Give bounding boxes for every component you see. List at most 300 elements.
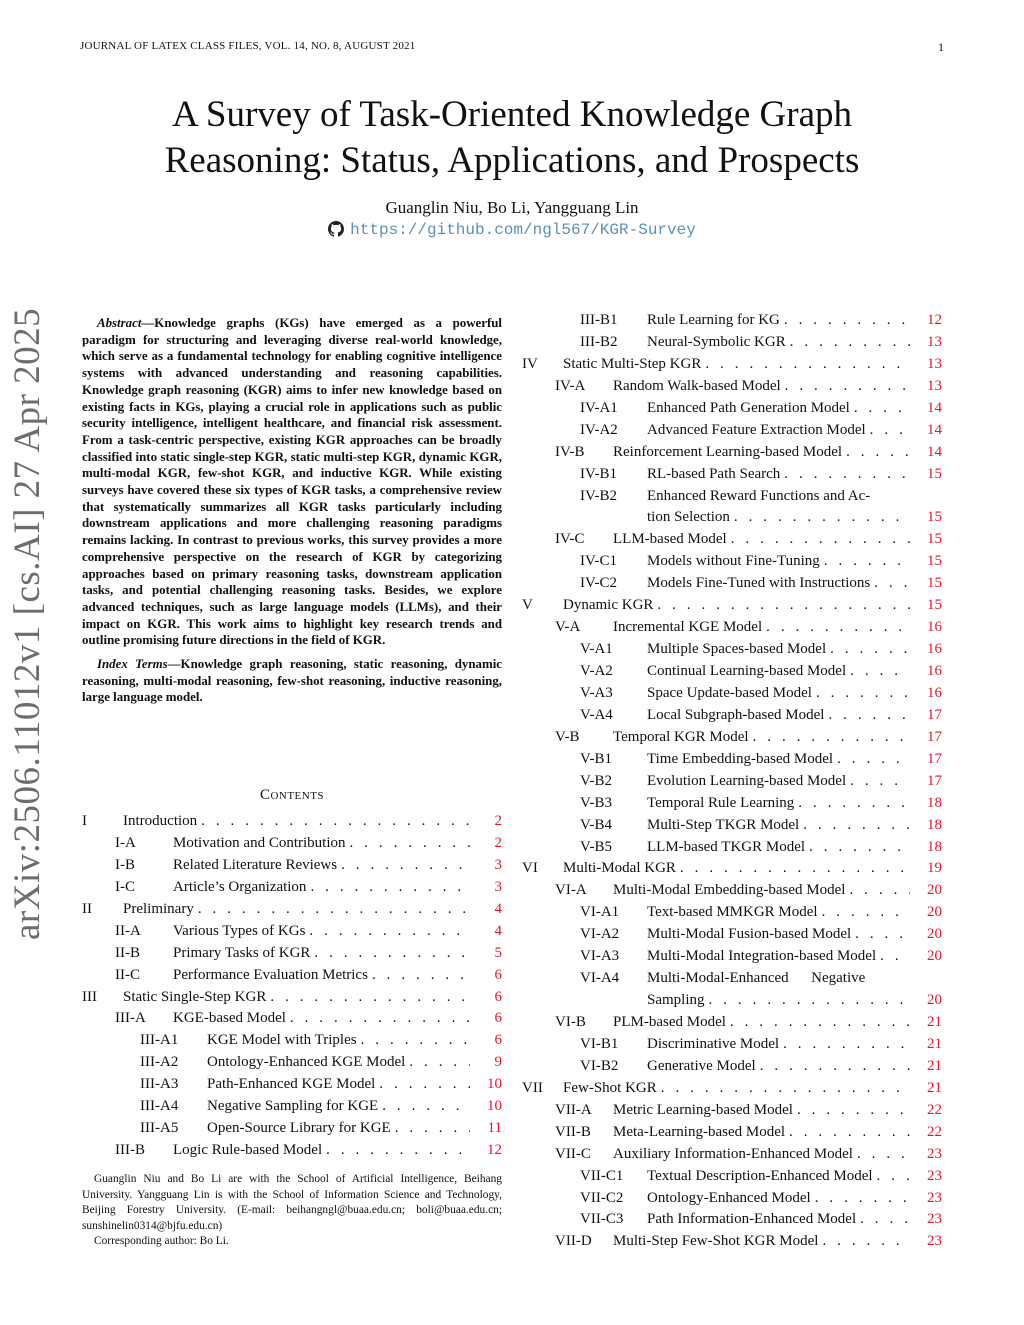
toc-entry[interactable] [82,1098,502,1120]
toc-leader-dots [818,904,910,921]
toc-page-link[interactable]: 16 [927,684,942,701]
toc-entry[interactable] [82,945,502,967]
toc-entry[interactable] [522,1058,942,1080]
toc-leader-dots [357,1032,470,1049]
toc-entry-title[interactable]: Models Fine-Tuned with Instructions [647,575,871,592]
toc-entry-number: II-B [115,944,140,961]
toc-entry-number: VI [522,860,538,877]
toc-page-link[interactable]: 6 [494,966,502,983]
toc-entry-number: III-A4 [140,1098,179,1115]
index-terms-text: —Knowledge graph reasoning, static reasoning, dynamic reasoning, multi-modal reasoning, few-shot reasoning, inductive reasoning, large language model. [82,657,502,705]
toc-page-link[interactable]: 15 [927,553,942,570]
toc-entry[interactable] [522,553,942,575]
toc-entry[interactable] [522,1146,942,1168]
toc-entry-title[interactable]: Article’s Organization [173,878,307,895]
toc-page-link[interactable]: 17 [927,706,942,723]
toc-entry-number: VII-D [555,1233,592,1250]
toc-leader-dots [286,1010,470,1027]
toc-entry-title[interactable]: KGE-based Model [173,1010,286,1027]
toc-entry[interactable] [82,1032,502,1054]
toc-entry-number: VI-B1 [580,1035,619,1052]
toc-page-link[interactable]: 5 [494,944,502,961]
toc-entry-number: IV-C2 [580,575,617,592]
toc-entry-number: V-A [555,619,581,636]
toc-entry-title[interactable]: Meta-Learning-based Model [613,1123,786,1140]
toc-page-link[interactable]: 2 [494,834,502,851]
toc-entry-title[interactable]: Multi-Step TKGR Model [647,816,800,833]
toc-page-link[interactable]: 16 [927,663,942,679]
toc-entry[interactable] [522,795,942,817]
toc-leader-dots [842,444,910,461]
toc-entry-number: III-B [115,1142,145,1159]
toc-leader-dots [266,989,470,1006]
toc-page-link[interactable]: 22 [927,1101,942,1118]
toc-entry-title[interactable]: Multi-Modal Fusion-based Model [647,926,852,943]
toc-entry[interactable] [82,901,502,923]
toc-entry-title[interactable]: Multi-Step Few-Shot KGR Model [613,1233,819,1250]
toc-entry-number: VI-A3 [580,948,620,965]
toc-entry-number: IV-A [555,377,586,394]
toc-entry-title[interactable]: Multi-Modal KGR [563,860,676,877]
toc-entry-title[interactable]: Preliminary [123,900,194,917]
toc-entry[interactable] [82,1010,502,1032]
toc-page-link[interactable]: 20 [927,882,942,899]
toc-leader-dots [865,970,910,987]
toc-entry-title[interactable]: Random Walk-based Model [613,377,781,394]
toc-entry[interactable] [522,356,942,378]
toc-entry-title[interactable]: Enhanced Path Generation Model [647,399,850,416]
toc-leader-dots [812,685,910,702]
toc-entry-title[interactable]: Introduction [123,813,198,829]
toc-entry-title[interactable]: Ontology-Enhanced Model [647,1189,811,1206]
toc-entry[interactable] [522,1168,942,1190]
toc-entry[interactable] [522,444,942,466]
toc-entry-number: V-A2 [580,663,613,679]
toc-page-link[interactable]: 2 [494,813,502,829]
toc-entry[interactable] [82,879,502,901]
toc-entry[interactable] [522,685,942,707]
toc-entry-number: II-C [115,966,140,983]
toc-leader-dots [756,1058,910,1075]
toc-entry-number: III [82,988,97,1005]
toc-entry[interactable] [522,882,942,904]
toc-entry-number: VII-A [555,1101,592,1118]
toc-entry-number: III-A3 [140,1076,179,1093]
toc-entry-number: IV-A1 [580,399,618,416]
toc-entry-title[interactable]: Rule Learning for KG [647,312,780,328]
footnote-corresponding: Corresponding author: Bo Li. [94,1235,229,1248]
footnote-affiliation: Guanglin Niu and Bo Li are with the School of Artificial Intelligence, Beihang University. Yangguang Lin is with the School of Information Science and Technology, Beijing Forestry University. (E-mail: beihangngl@buaa.edu.cn; boli@buaa.edu.cn; sunshinelin0314@bjfu.edu.cn) [82,1173,502,1232]
toc-entry[interactable] [522,422,942,444]
toc-entry-title[interactable]: Time Embedding-based Model [647,750,834,767]
toc-entry-number: IV-B [555,443,585,460]
toc-entry-number: V-B3 [580,794,612,811]
toc-entry-title[interactable]: Evolution Learning-based Model [647,772,847,789]
toc-left-column [82,813,502,1164]
toc-entry-number: IV-A2 [580,421,618,438]
toc-leader-dots [346,835,471,852]
toc-entry[interactable] [522,663,942,685]
toc-entry-title[interactable]: Static Single-Step KGR [123,988,267,1005]
title-line-2: Reasoning: Status, Applications, and Prospects [164,140,860,181]
toc-entry-number: VII [522,1079,543,1096]
toc-entry-title[interactable]: Metric Learning-based Model [613,1101,793,1118]
toc-entry[interactable] [522,1036,942,1058]
toc-page-link[interactable]: 21 [927,1035,942,1052]
toc-leader-dots [799,817,910,834]
toc-entry[interactable] [522,400,942,422]
running-header: JOURNAL OF LATEX CLASS FILES, VOL. 14, NO. 8, AUGUST 2021 [80,40,416,52]
toc-entry-number: V-A4 [580,706,613,723]
toc-page-link[interactable]: 20 [927,904,942,921]
toc-entry[interactable] [522,1211,942,1233]
toc-entry-title[interactable]: Space Update-based Model [647,684,812,701]
toc-entry[interactable] [522,378,942,400]
toc-leader-dots [833,751,910,768]
toc-entry-title[interactable]: Related Literature Reviews [173,856,338,873]
toc-leader-dots [845,882,910,899]
toc-entry-title[interactable]: Incremental KGE Model [613,619,763,636]
toc-page-link[interactable]: 20 [927,926,942,943]
toc-entry-title[interactable]: Dynamic KGR [563,597,654,614]
toc-leader-dots [194,901,470,918]
toc-entry[interactable] [82,813,502,835]
footnote [82,1172,502,1250]
toc-entry-title[interactable]: Enhanced Reward Functions and Ac- [647,487,871,504]
toc-entry-number: IV [522,355,538,372]
paper-title [0,92,1024,184]
toc-entry-title[interactable]: Path Information-Enhanced Model [647,1211,857,1228]
toc-entry-number: V-B4 [580,816,612,833]
toc-leader-dots [846,663,910,680]
toc-entry-title[interactable]: Auxiliary Information-Enhanced Model [613,1145,853,1162]
toc-page-link[interactable]: 23 [927,1167,942,1184]
toc-leader-dots [785,1124,910,1141]
toc-entry[interactable] [82,967,502,989]
toc-page-link[interactable]: 23 [927,1233,942,1250]
toc-entry-title[interactable]: KGE Model with Triples [207,1032,357,1049]
toc-page-link[interactable]: 18 [927,838,942,855]
toc-entry-number: V-B1 [580,750,612,767]
toc-entry-number: II [82,900,92,917]
toc-entry-number: VII-C [555,1145,591,1162]
toc-leader-dots [793,1102,910,1119]
toc-entry-number: V-B [555,728,580,745]
toc-leader-dots [866,422,910,439]
toc-leader-dots [780,312,910,329]
toc-entry-title[interactable]: Generative Model [647,1057,756,1074]
toc-page-link[interactable]: 15 [927,575,942,592]
toc-page-link[interactable]: 14 [927,443,942,460]
toc-entry-number: VII-C3 [580,1211,624,1228]
toc-entry-title[interactable]: PLM-based Model [613,1014,726,1030]
toc-entry[interactable] [522,1190,942,1212]
toc-page-link[interactable]: 15 [927,509,942,526]
toc-leader-dots [811,1190,910,1207]
toc-entry[interactable] [522,904,942,926]
page-number: 1 [938,40,944,54]
toc-entry[interactable] [522,619,942,641]
toc-entry-title[interactable]: Few-Shot KGR [563,1079,657,1096]
toc-entry-title[interactable]: Continual Learning-based Model [647,663,847,679]
toc-page-link[interactable]: 13 [927,355,942,372]
toc-entry-title[interactable]: Open-Source Library for KGE [207,1120,391,1137]
toc-entry-title[interactable]: RL-based Path Search [647,465,781,482]
toc-entry[interactable] [82,989,502,1011]
toc-entry-title[interactable]: Models without Fine-Tuning [647,553,820,570]
toc-entry[interactable] [522,1102,942,1124]
toc-entry[interactable] [522,751,942,773]
toc-entry-number: III-A2 [140,1054,179,1071]
toc-page-link[interactable]: 4 [494,900,502,917]
toc-leader-dots [846,773,910,790]
toc-page-link[interactable]: 9 [494,1054,502,1071]
toc-entry[interactable] [82,857,502,879]
toc-entry-number: V-A3 [580,684,613,701]
toc-entry-number: VI-B [555,1014,586,1030]
toc-page-link[interactable]: 18 [927,816,942,833]
toc-entry-number: II-A [115,922,141,939]
toc-page-link[interactable]: 17 [927,772,942,789]
toc-page-link[interactable]: 21 [927,1079,942,1096]
toc-entry-title[interactable]: Temporal KGR Model [613,728,749,745]
toc-entry-title[interactable]: Reinforcement Learning-based Model [613,443,843,460]
toc-entry-title[interactable]: Neural-Symbolic KGR [647,333,786,350]
toc-entry-title[interactable]: LLM-based TKGR Model [647,838,806,855]
toc-leader-dots [368,967,470,984]
repo-url[interactable]: https://github.com/ngl567/KGR-Survey [350,221,696,239]
toc-entry-number: I-B [115,856,135,873]
toc-page-link[interactable]: 21 [927,1057,942,1074]
toc-page-link[interactable]: 4 [494,922,502,939]
toc-entry-title[interactable]: Temporal Rule Learning [647,794,795,811]
toc-entry-number: I-A [115,834,136,851]
toc-entry-title[interactable]: Advanced Feature Extraction Model [647,421,866,438]
toc-entry-title[interactable]: Ontology-Enhanced KGE Model [207,1054,406,1071]
toc-entry[interactable] [522,926,942,948]
toc-entry-title[interactable]: Logic Rule-based Model [173,1142,323,1159]
toc-entry[interactable] [82,923,502,945]
toc-entry[interactable] [522,641,942,663]
toc-page-link[interactable]: 16 [927,619,942,636]
toc-leader-dots [305,923,470,940]
toc-entry-number: VII-B [555,1123,591,1140]
toc-entry-title[interactable]: Multiple Spaces-based Model [647,641,827,658]
toc-entry[interactable] [522,948,942,970]
abstract [82,315,502,706]
toc-entry[interactable] [522,531,942,553]
toc-leader-dots [780,466,910,483]
toc-entry-number: VI-B2 [580,1057,619,1074]
toc-page-link[interactable]: 6 [494,1010,502,1027]
toc-entry[interactable] [522,466,942,488]
toc-entry-title[interactable]: Negative Sampling for KGE [207,1098,379,1115]
toc-entry-number: V-A1 [580,641,613,658]
toc-entry[interactable] [522,860,942,882]
toc-entry-number: I-C [115,878,135,895]
toc-leader-dots [405,1054,470,1071]
title-line-1: A Survey of Task-Oriented Knowledge Graph [171,94,853,135]
toc-entry[interactable] [522,509,942,531]
toc-page-link[interactable]: 23 [927,1145,942,1162]
toc-leader-dots [197,813,470,830]
toc-leader-dots [727,531,910,548]
toc-entry-number: I [82,813,87,829]
contents-heading: Contents [259,787,325,803]
toc-leader-dots [730,509,910,526]
toc-entry-title[interactable]: Static Multi-Step KGR [563,355,702,372]
toc-page-link[interactable]: 18 [927,794,942,811]
toc-leader-dots [853,1146,910,1163]
toc-entry[interactable] [522,992,942,1014]
abstract-text: —Knowledge graphs (KGs) have emerged as a powerful paradigm for structuring and leveraging diverse real-world knowledge, which serve as a fundamental technology for enabling cognitive intelligence systems with advanced understanding and reasoning capabilities. Knowledge graph reasoning (KGR) aims to infer new knowledge based on existing facts in KGs, playing a crucial role in applications such as public security intelligence, intelligent healthcare, and financial risk assessment. From a task-centric perspective, existing KGR approaches can be broadly classified into static single-step KGR, static multi-step KGR, dynamic KGR, multi-modal KGR, few-shot KGR, and inductive KGR. While existing surveys have covered these six types of KGR tasks, a comprehensive review that systematically summarizes all KGR tasks particularly including downstream applications and more challenging reasoning paradigms remains lacking. In contrast to previous works, this survey provides a more comprehensive perspective on the research of KGR by categorizing approaches based on primary reasoning tasks, downstream application tasks, and potential challenging reasoning tasks. Besides, we explore advanced techniques, such as large language models (LLMs), and their impact on KGR. This work aims to highlight key research trends and outline promising future directions in the field of KGR. [82,316,502,648]
toc-page-link[interactable]: 6 [494,1032,502,1049]
toc-leader-dots [322,1142,470,1159]
toc-page-link[interactable]: 14 [927,399,942,416]
arxiv-stamp: arXiv:2506.11012v1 [cs.AI] 27 Apr 2025 [7,307,48,940]
toc-entry[interactable] [82,1120,502,1142]
toc-leader-dots [726,1014,910,1031]
repo-link[interactable] [0,221,1024,242]
toc-entry[interactable] [522,1124,942,1146]
toc-leader-dots [705,992,910,1009]
toc-entry-title[interactable]: Various Types of KGs [173,922,306,939]
toc-entry-number: VI-A1 [580,904,620,921]
toc-leader-dots [870,488,910,505]
toc-entry-title[interactable]: Multi-Modal-Enhanced Negative [647,970,866,987]
toc-leader-dots [779,1036,910,1053]
toc-entry-title[interactable]: Primary Tasks of KGR [173,944,311,961]
toc-page-link[interactable]: 23 [927,1211,942,1228]
toc-page-link[interactable]: 12 [927,312,942,328]
toc-page-link[interactable]: 3 [494,856,502,873]
github-icon [328,221,344,242]
toc-leader-dots [378,1098,470,1115]
toc-entry[interactable] [522,773,942,795]
toc-entry[interactable] [82,1076,502,1098]
toc-leader-dots [870,575,910,592]
toc-page-link[interactable]: 15 [927,531,942,548]
toc-leader-dots [794,795,910,812]
author-list: Guanglin Niu, Bo Li, Yangguang Lin [385,198,639,217]
toc-entry[interactable] [82,1054,502,1076]
toc-entry[interactable] [522,839,942,861]
toc-leader-dots [762,619,910,636]
toc-entry-number: V-B5 [580,838,612,855]
toc-leader-dots [826,641,910,658]
toc-entry-title[interactable]: Multi-Modal Embedding-based Model [613,882,846,899]
toc-entry-number: VII-C2 [580,1189,624,1206]
toc-entry-title[interactable]: Path-Enhanced KGE Model [207,1076,376,1093]
toc-leader-dots [876,948,910,965]
abstract-label: Abstract [97,316,142,330]
toc-page-link[interactable]: 14 [927,421,942,438]
toc-entry[interactable] [522,1014,942,1036]
toc-entry-title[interactable]: Sampling [647,992,705,1009]
toc-page-link[interactable]: 11 [487,1120,502,1137]
toc-page-link[interactable]: 17 [927,750,942,767]
index-terms-label: Index Terms [97,657,168,672]
toc-entry-title[interactable]: Motivation and Contribution [173,834,346,851]
toc-leader-dots [391,1120,470,1137]
toc-leader-dots [856,1211,910,1228]
toc-entry[interactable] [522,1233,942,1255]
toc-page-link[interactable]: 3 [494,878,502,895]
toc-entry-number: V [522,597,533,614]
toc-page-link[interactable]: 20 [927,992,942,1009]
toc-entry-title[interactable]: Textual Description-Enhanced Model [647,1167,873,1184]
toc-entry-number: VII-C1 [580,1167,624,1184]
toc-page-link[interactable]: 17 [927,728,942,745]
toc-entry-number: III-A5 [140,1120,179,1137]
toc-entry-number: IV-B1 [580,465,617,482]
toc-leader-dots [786,334,910,351]
toc-leader-dots [851,926,910,943]
toc-entry-title[interactable]: tion Selection [647,509,730,526]
toc-page-link[interactable]: 10 [487,1076,502,1093]
toc-page-link[interactable]: 12 [487,1142,502,1159]
toc-leader-dots [824,707,910,724]
toc-entry-title[interactable]: Multi-Modal Integration-based Model [647,948,877,965]
toc-page-link[interactable]: 23 [927,1189,942,1206]
toc-entry[interactable] [522,729,942,751]
toc-entry[interactable] [522,312,942,334]
toc-entry[interactable] [522,488,942,510]
toc-page-link[interactable]: 13 [927,377,942,394]
toc-leader-dots [375,1076,470,1093]
toc-entry-title[interactable]: Local Subgraph-based Model [647,706,825,723]
toc-leader-dots [873,1168,910,1185]
toc-entry-title[interactable]: LLM-based Model [613,531,727,548]
toc-leader-dots [818,1233,910,1250]
toc-entry-number: VI-A [555,882,587,899]
toc-entry[interactable] [522,1080,942,1102]
toc-entry[interactable] [82,1142,502,1164]
toc-entry-title[interactable]: Performance Evaluation Metrics [173,966,368,983]
toc-page-link[interactable]: 15 [927,465,942,482]
toc-right-column [522,312,942,1255]
toc-page-link[interactable]: 10 [487,1098,502,1115]
toc-leader-dots [306,879,470,896]
toc-entry-number: III-A [115,1010,146,1027]
toc-leader-dots [657,1080,910,1097]
toc-entry[interactable] [522,597,942,619]
toc-entry-title[interactable]: Text-based MMKGR Model [647,904,818,921]
toc-leader-dots [805,839,910,856]
toc-entry[interactable] [522,575,942,597]
toc-page-link[interactable]: 16 [927,641,942,658]
toc-entry-number: III-A1 [140,1032,179,1049]
toc-page-link[interactable]: 6 [494,988,502,1005]
toc-page-link[interactable]: 21 [927,1014,942,1030]
toc-entry-number: IV-B2 [580,487,617,504]
toc-entry-number: III-B1 [580,312,618,328]
toc-entry[interactable] [82,835,502,857]
toc-page-link[interactable]: 22 [927,1123,942,1140]
toc-page-link[interactable]: 15 [927,597,942,614]
toc-entry-title[interactable]: Discriminative Model [647,1035,780,1052]
toc-entry[interactable] [522,707,942,729]
toc-leader-dots [337,857,470,874]
toc-leader-dots [781,378,910,395]
toc-entry[interactable] [522,970,942,992]
toc-entry[interactable] [522,334,942,356]
toc-entry[interactable] [522,817,942,839]
toc-page-link[interactable]: 19 [927,860,942,877]
toc-page-link[interactable]: 20 [927,948,942,965]
toc-page-link[interactable]: 13 [927,333,942,350]
toc-leader-dots [653,597,910,614]
